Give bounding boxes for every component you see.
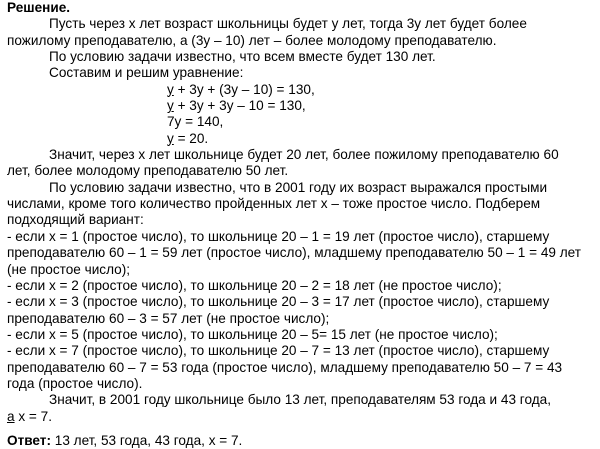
paragraph-condition: По условию задачи известно, что всем вместе будет 130 лет.: [49, 49, 436, 65]
text-line: подходящий вариант:: [7, 212, 144, 228]
text-line: лет, более молодому преподавателю 50 лет.: [7, 163, 289, 179]
case-line: - если х = 1 (простое число), то школьнице 20 – 1 = 19 лет (простое число), старшему: [7, 228, 550, 244]
equation-rest: + 3у + 3у – 10 = 130,: [173, 98, 306, 114]
equation-line: [7, 82, 595, 98]
conclusion-lead: а: [7, 408, 15, 424]
text-line: [7, 409, 595, 425]
equation-rest: + 3у + (3у – 10) = 130,: [173, 81, 315, 97]
solution-heading: Решение.: [7, 0, 71, 15]
text-line: По условию задачи известно, что в 2001 году их возраст выражался простыми: [49, 179, 548, 195]
case-line: преподавателю 60 – 1 = 59 лет (простое число), младшему преподавателю 50 – 1 = 49 лет: [7, 245, 581, 261]
paragraph-prime-condition: [7, 180, 595, 229]
equation-variable: у: [167, 130, 174, 146]
case-line: - если х = 5 (простое число), то школьнице 20 – 5= 15 лет (не простое число);: [7, 326, 498, 342]
equation-rest: = 20.: [173, 130, 209, 146]
equation-line: [7, 131, 595, 147]
answer-label: Ответ:: [7, 432, 51, 448]
text-line: Пусть через х лет возраст школьницы будет у лет, тогда 3у лет будет более: [49, 16, 527, 32]
conclusion-rest: х = 7.: [14, 408, 52, 424]
case-line: - если х = 7 (простое число), то школьнице 20 – 7 = 13 лет (простое число), старшему: [7, 343, 550, 359]
case-line: - если х = 3 (простое число), то школьнице 20 – 3 = 17 лет (простое число), старшему: [7, 294, 550, 310]
case-line: преподавателю 60 – 7 = 53 года (простое число), младшему преподавателю 50 – 7 = 43: [7, 359, 563, 375]
case-line: - если х = 2 (простое число), то школьнице 20 – 2 = 18 лет (не простое число);: [7, 277, 502, 293]
text-line: числами, кроме того количество пройденных лет х – тоже простое число. Подберем: [7, 196, 541, 212]
equation-block: [7, 82, 595, 147]
paragraph-result: [7, 147, 595, 180]
case-line: года (простое число).: [7, 375, 143, 391]
answer-line: [7, 433, 595, 449]
equation-variable: у: [167, 98, 174, 114]
case-list: [7, 229, 595, 392]
equation-line: [7, 114, 595, 130]
equation-variable: у: [167, 81, 174, 97]
equation-rest: 7у = 140,: [167, 114, 224, 130]
text-line: Значит, в 2001 году школьнице было 13 лет, преподавателям 53 года и 43 года,: [49, 392, 551, 408]
paragraph-setup: [7, 16, 595, 49]
text-line: пожилому преподавателю, а (3у – 10) лет – более молодому преподавателю.: [7, 32, 497, 48]
paragraph-equation-intro: Составим и решим уравнение:: [49, 65, 244, 81]
spacer: [7, 425, 595, 433]
answer-text: 13 лет, 53 года, 43 года, х = 7.: [50, 432, 243, 448]
paragraph-conclusion: [7, 392, 595, 425]
equation-line: [7, 98, 595, 114]
case-line: преподавателю 60 – 3 = 57 лет (не простое число);: [7, 310, 330, 326]
case-line: (не простое число);: [7, 261, 131, 277]
text-line: Значит, через х лет школьнице будет 20 лет, более пожилому преподавателю 60: [49, 147, 559, 163]
solution-document: [7, 0, 595, 449]
